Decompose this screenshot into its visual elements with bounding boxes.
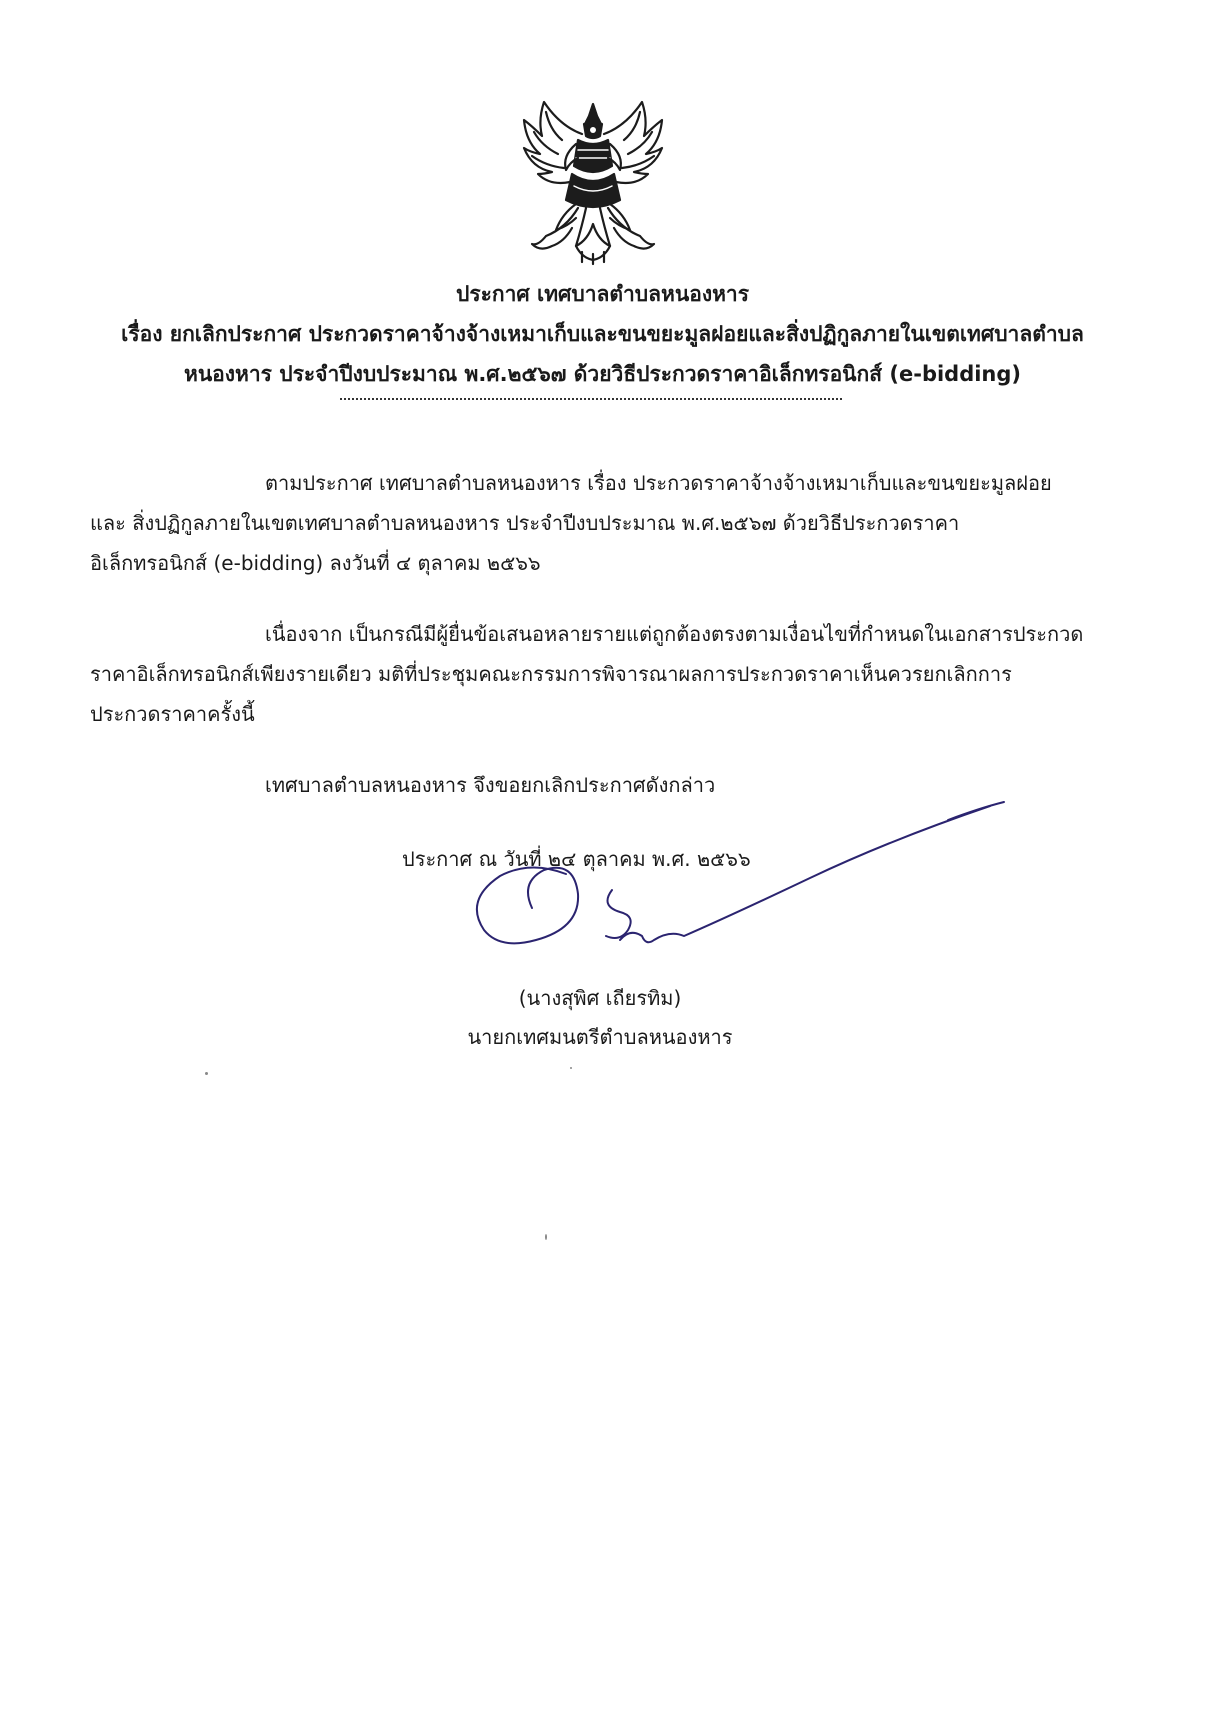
announcement-subject-line-2: หนองหาร ประจำปีงบประมาณ พ.ศ.๒๕๖๗ ด้วยวิธีประกวดราคาอิเล็กทรอนิกส์ (e-bidding) <box>183 362 1022 386</box>
closing-statement: เทศบาลตำบลหนองหาร จึงขอยกเลิกประกาศดังกล่าว <box>265 773 716 797</box>
scan-speck <box>545 1234 547 1240</box>
announcement-date: ประกาศ ณ วันที่ ๒๔ ตุลาคม พ.ศ. ๒๕๖๖ <box>402 847 751 871</box>
paragraph-line: และ สิ่งปฏิกูลภายในเขตเทศบาลตำบลหนองหาร ประจำปีงบประมาณ พ.ศ.๒๕๖๗ ด้วยวิธีประกวดราคา <box>90 511 960 535</box>
signer-position: นายกเทศมนตรีตำบลหนองหาร <box>467 1025 733 1049</box>
paragraph-line: ตามประกาศ เทศบาลตำบลหนองหาร เรื่อง ประกวดราคาจ้างจ้างเหมาเก็บและขนขยะมูลฝอย <box>265 471 1052 495</box>
announcement-title: ประกาศ เทศบาลตำบลหนองหาร <box>456 282 749 306</box>
header-divider <box>340 398 842 400</box>
paragraph-line: อิเล็กทรอนิกส์ (e-bidding) ลงวันที่ ๔ ตุลาคม ๒๕๖๖ <box>90 551 541 575</box>
signer-name: (นางสุพิศ เถียรทิม) <box>518 986 682 1010</box>
scan-speck <box>570 1067 572 1069</box>
paragraph-reference <box>90 463 1093 583</box>
paragraph-line: ประกวดราคาครั้งนี้ <box>90 702 255 726</box>
scan-speck <box>205 1072 208 1075</box>
paragraph-line: เนื่องจาก เป็นกรณีมีผู้ยื่นข้อเสนอหลายรายแต่ถูกต้องตรงตามเงื่อนไขที่กำหนดในเอกสารประกวด <box>265 622 1084 646</box>
paragraph-reason <box>90 614 1093 734</box>
garuda-emblem-icon <box>516 96 670 266</box>
announcement-subject-line-1: เรื่อง ยกเลิกประกาศ ประกวดราคาจ้างจ้างเหมาเก็บและขนขยะมูลฝอยและสิ่งปฏิกูลภายในเขตเทศบาลตำบล <box>121 322 1084 346</box>
handwritten-signature <box>470 790 1030 990</box>
paragraph-line: ราคาอิเล็กทรอนิกส์เพียงรายเดียว มติที่ประชุมคณะกรรมการพิจารณาผลการประกวดราคาเห็นควรยกเลิกการ <box>90 662 1012 686</box>
